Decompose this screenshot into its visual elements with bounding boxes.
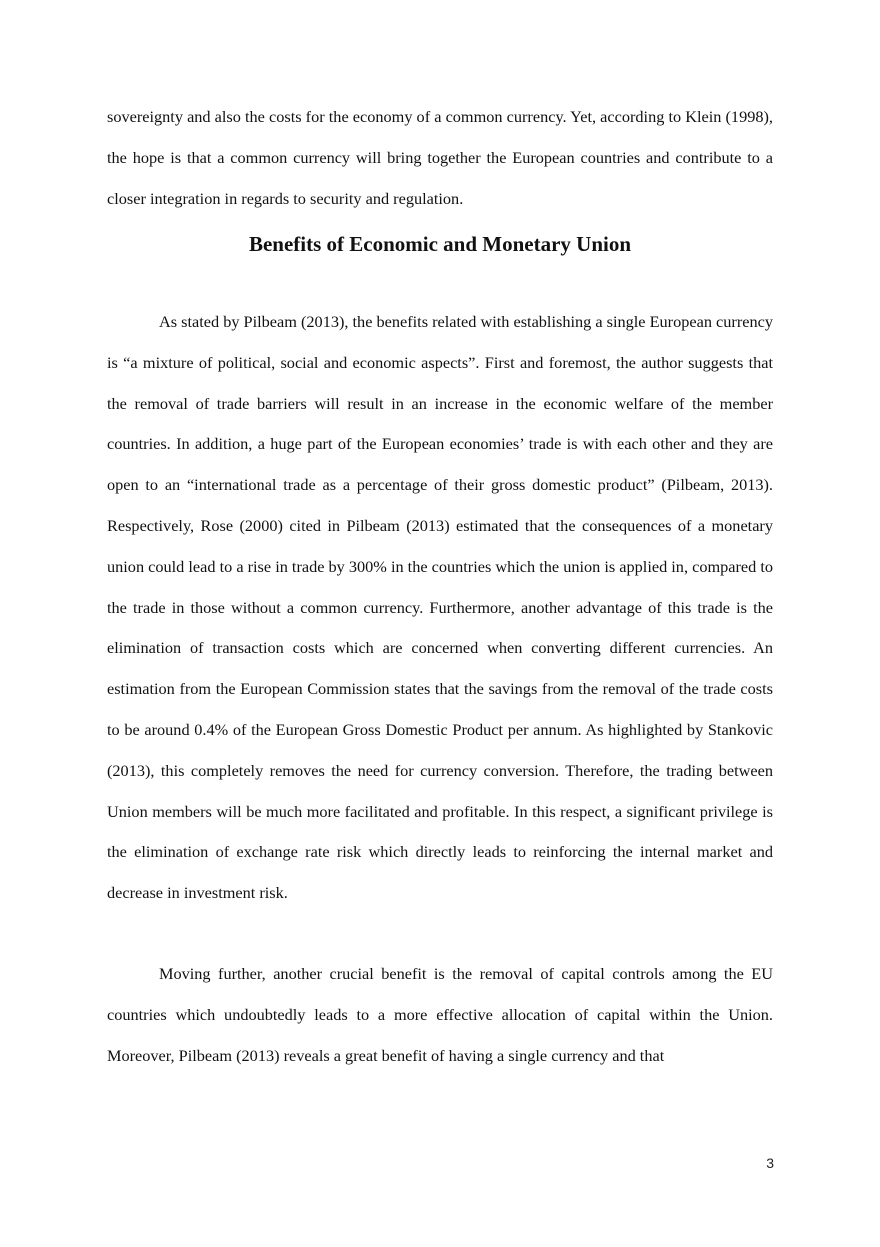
paragraph-benefits: As stated by Pilbeam (2013), the benefits related with establishing a single European currency is “a mixture of political, social and economic aspects”. First and foremost, the author suggests that the removal of trade barriers will result in an increase in the economic welfare of the member countries. In addition, a huge part of the European economies’ trade is with each other and they are open to an “international trade as a percentage of their gross domestic product” (Pilbeam, 2013). Respectively, Rose (2000) cited in Pilbeam (2013) estimated that the consequences of a monetary union could lead to a rise in trade by 300% in the countries which the union is applied in, compared to the trade in those without a common currency. Furthermore, another advantage of this trade is the elimination of transaction costs which are concerned when converting different currencies. An estimation from the European Commission states that the savings from the removal of the trade costs to be around 0.4% of the European Gross Domestic Product per annum. As highlighted by Stankovic (2013), this completely removes the need for currency conversion. Therefore, the trading between Union members will be much more facilitated and profitable. In this respect, a significant privilege is the elimination of exchange rate risk which directly leads to reinforcing the internal market and decrease in investment risk. bbox=[107, 312, 774, 903]
paragraph-moving-further: Moving further, another crucial benefit is the removal of capital controls among the EU countries which undoubtedly leads to a more effective allocation of capital within the Union. Moreover, Pilbeam (2013) reveals a great benefit of having a single currency and that bbox=[107, 964, 773, 1065]
paragraph-intro: sovereignty and also the costs for the economy of a common currency. Yet, according to Klein (1998), the hope is that a common currency will bring together the European countries and contribute to a closer integration in regards to security and regulation. bbox=[107, 107, 773, 208]
section-heading: Benefits of Economic and Monetary Union bbox=[248, 232, 632, 256]
page-number: 3 bbox=[766, 1155, 774, 1171]
